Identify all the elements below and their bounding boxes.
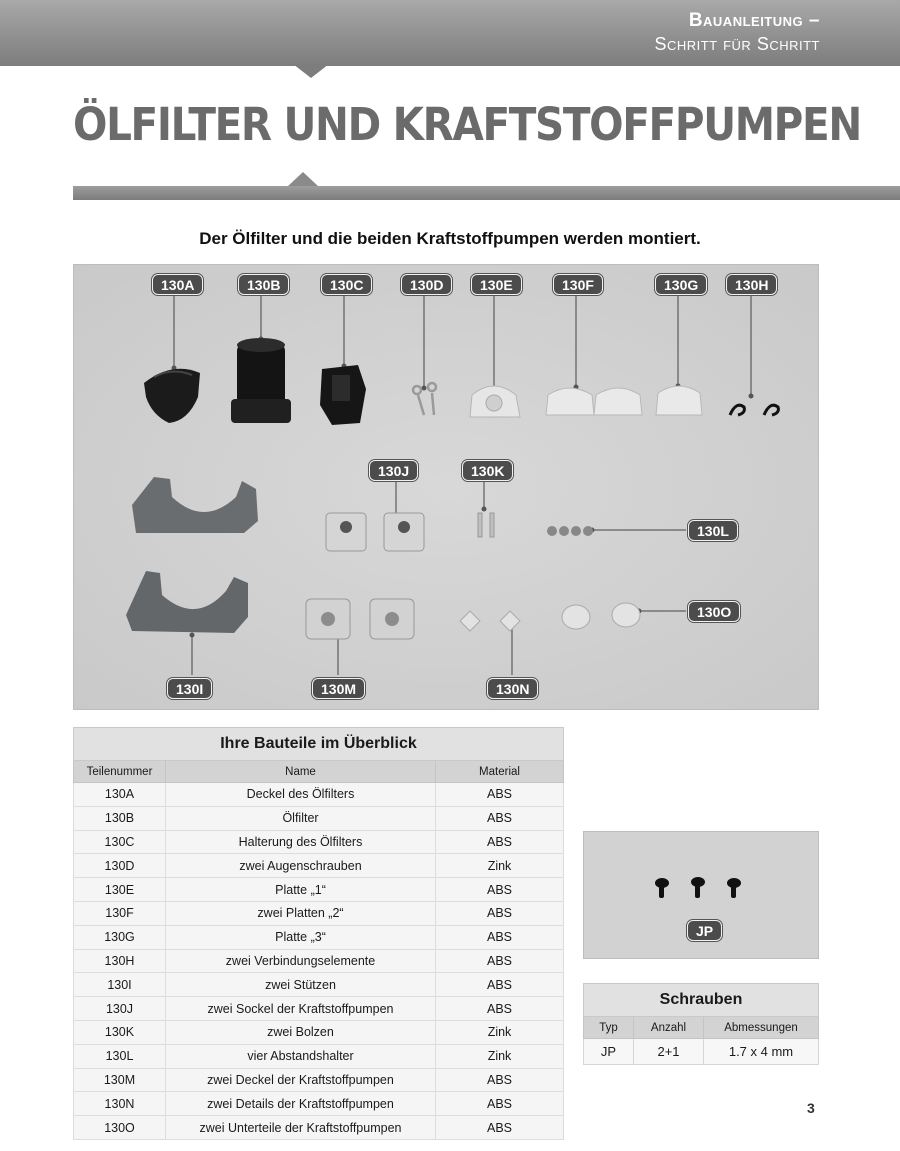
- table-row: [74, 973, 564, 997]
- part-number: 130E: [74, 878, 166, 902]
- part-name: zwei Bolzen: [166, 1020, 436, 1044]
- part-number: 130D: [74, 854, 166, 878]
- part-name: Halterung des Ölfilters: [166, 830, 436, 854]
- part-name: zwei Verbindungselemente: [166, 949, 436, 973]
- part-material: Zink: [436, 854, 564, 878]
- part-material: ABS: [436, 783, 564, 807]
- part-number: 130I: [74, 973, 166, 997]
- screw-dimensions: 1.7 x 4 mm: [704, 1039, 819, 1065]
- part-label-130o: 130O: [688, 601, 740, 622]
- table-row: [74, 854, 564, 878]
- part-name: Deckel des Ölfilters: [166, 783, 436, 807]
- part-name: vier Abstandshalter: [166, 1044, 436, 1068]
- screw-count: 2+1: [634, 1039, 704, 1065]
- header-notch: [293, 64, 329, 78]
- part-material: Zink: [436, 1044, 564, 1068]
- part-name: zwei Details der Kraftstoffpumpen: [166, 1092, 436, 1116]
- parts-table-body: [74, 783, 564, 1140]
- screws-table-col-dimensions: Abmessungen: [704, 1017, 819, 1039]
- part-number: 130A: [74, 783, 166, 807]
- table-row: [74, 830, 564, 854]
- part-number: 130J: [74, 997, 166, 1021]
- screws-table-title: Schrauben: [584, 984, 819, 1017]
- part-number: 130K: [74, 1020, 166, 1044]
- title-rule: [73, 186, 900, 200]
- part-label-130b: 130B: [238, 274, 289, 295]
- part-number: 130O: [74, 1116, 166, 1140]
- parts-table-col-material: Material: [436, 761, 564, 783]
- parts-table-col-name: Name: [166, 761, 436, 783]
- page-number: 3: [807, 1100, 815, 1116]
- part-label-130f: 130F: [553, 274, 603, 295]
- table-row: [74, 949, 564, 973]
- part-material: ABS: [436, 925, 564, 949]
- part-label-130m: 130M: [312, 678, 365, 699]
- part-name: zwei Platten „2“: [166, 901, 436, 925]
- part-name: Ölfilter: [166, 806, 436, 830]
- parts-table: [73, 727, 564, 1140]
- part-number: 130M: [74, 1068, 166, 1092]
- section-label-line1: Bauanleitung –: [688, 10, 820, 31]
- intro-text: Der Ölfilter und die beiden Kraftstoffpumpen werden montiert.: [199, 229, 701, 248]
- part-label-130e: 130E: [471, 274, 522, 295]
- part-material: ABS: [436, 997, 564, 1021]
- part-label-130l: 130L: [688, 520, 738, 541]
- part-label-130k: 130K: [462, 460, 513, 481]
- part-material: Zink: [436, 1020, 564, 1044]
- part-label-130j: 130J: [369, 460, 418, 481]
- section-label-line2: Schritt für Schritt: [654, 34, 820, 54]
- table-row: [74, 925, 564, 949]
- screws-table-row: [584, 1039, 819, 1065]
- part-material: ABS: [436, 878, 564, 902]
- table-row: [74, 878, 564, 902]
- part-name: Platte „3“: [166, 925, 436, 949]
- part-name: Platte „1“: [166, 878, 436, 902]
- table-row: [74, 1092, 564, 1116]
- part-material: ABS: [436, 1116, 564, 1140]
- part-name: zwei Sockel der Kraftstoffpumpen: [166, 997, 436, 1021]
- table-row: [74, 997, 564, 1021]
- part-material: ABS: [436, 901, 564, 925]
- part-material: ABS: [436, 806, 564, 830]
- table-row: [74, 1068, 564, 1092]
- part-number: 130G: [74, 925, 166, 949]
- screw-type: JP: [584, 1039, 634, 1065]
- part-label-130d: 130D: [401, 274, 452, 295]
- part-number: 130F: [74, 901, 166, 925]
- part-label-130n: 130N: [487, 678, 538, 699]
- part-number: 130C: [74, 830, 166, 854]
- part-label-130h: 130H: [726, 274, 777, 295]
- part-material: ABS: [436, 973, 564, 997]
- part-label-130c: 130C: [321, 274, 372, 295]
- parts-photo: [73, 264, 819, 710]
- screws-table-col-type: Typ: [584, 1017, 634, 1039]
- part-label-130i: 130I: [167, 678, 212, 699]
- part-name: zwei Stützen: [166, 973, 436, 997]
- screws-photo: [583, 831, 819, 959]
- part-name: zwei Deckel der Kraftstoffpumpen: [166, 1068, 436, 1092]
- part-number: 130H: [74, 949, 166, 973]
- table-row: [74, 1044, 564, 1068]
- title-rule-notch: [287, 172, 319, 187]
- table-row: [74, 1116, 564, 1140]
- part-label-130a: 130A: [152, 274, 203, 295]
- part-number: 130L: [74, 1044, 166, 1068]
- part-number: 130B: [74, 806, 166, 830]
- part-name: zwei Unterteile der Kraftstoffpumpen: [166, 1116, 436, 1140]
- table-row: [74, 1020, 564, 1044]
- parts-table-col-number: Teilenummer: [74, 761, 166, 783]
- page-title: ÖLFILTER UND KRAFTSTOFFPUMPEN: [73, 98, 861, 151]
- screws-table: [583, 983, 819, 1065]
- part-material: ABS: [436, 830, 564, 854]
- part-name: zwei Augenschrauben: [166, 854, 436, 878]
- parts-table-title: Ihre Bauteile im Überblick: [74, 728, 564, 761]
- part-label-130g: 130G: [655, 274, 707, 295]
- table-row: [74, 806, 564, 830]
- table-row: [74, 901, 564, 925]
- part-material: ABS: [436, 1092, 564, 1116]
- screw-label-jp: JP: [687, 920, 722, 941]
- part-material: ABS: [436, 1068, 564, 1092]
- part-number: 130N: [74, 1092, 166, 1116]
- table-row: [74, 783, 564, 807]
- screws-table-col-count: Anzahl: [634, 1017, 704, 1039]
- parts-illustration: [74, 265, 820, 711]
- section-label: [654, 10, 820, 56]
- part-material: ABS: [436, 949, 564, 973]
